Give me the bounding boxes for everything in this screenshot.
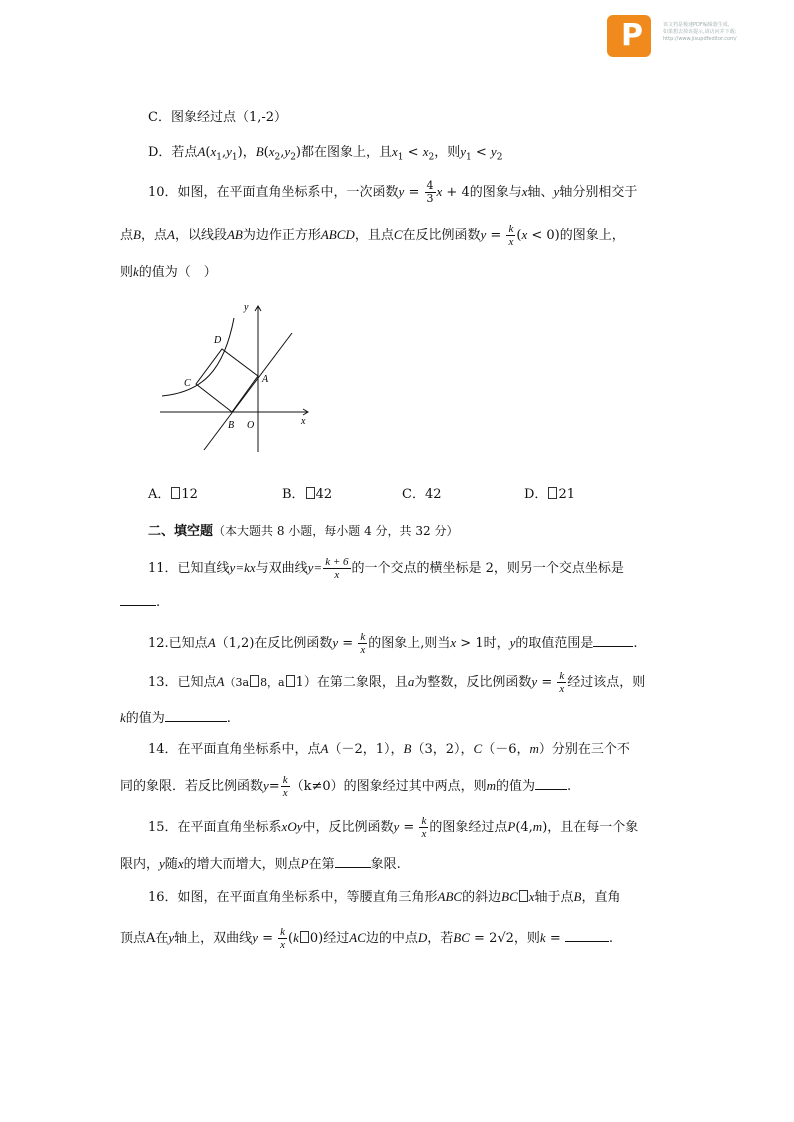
- pdf-editor-logo: [607, 15, 651, 57]
- label-d: D: [214, 335, 222, 346]
- watermark-text: 该文档是极速PDF编辑器生成, 如果想去掉该提示,请访问并下载: http://www.jisupdfeditor.com/: [663, 22, 737, 42]
- label-y: y: [244, 302, 249, 313]
- q10-option-a: A． 12: [148, 487, 198, 502]
- q10-figure: [158, 298, 318, 458]
- hyperbola-curve: [162, 318, 234, 396]
- q10-option-c: C．42: [402, 487, 442, 502]
- label-o: O: [247, 420, 255, 431]
- label-a: A: [262, 374, 269, 385]
- q13-line2: k的值为 .: [120, 710, 231, 726]
- question-12: 12.已知点A（1,2)在反比例函数y = $\frac{k}{x}$ 的图象上,则当x > 1时，y的取值范围是 .: [148, 631, 638, 656]
- question-11: 11．已知直线y=kx与双曲线y= $\frac{k + 6}{x}$ 的一个交点的横坐标是 2，则另一个交点坐标是: [148, 556, 624, 581]
- question-16: 16．如图，在平面直角坐标系中，等腰直角三角形ABC的斜边BC x轴于点B，直角: [148, 889, 621, 905]
- square-abcd: [196, 349, 258, 412]
- section-title: 二、填空题（本大题共 8 小题，每小题 4 分，共 32 分）: [148, 524, 459, 539]
- logo-letter: P: [621, 18, 643, 53]
- label-c: C: [184, 378, 191, 389]
- q10-line3: 则k的值为（ ）: [120, 264, 217, 280]
- q14-line2: 同的象限．若反比例函数y= $\frac{k}{x}$ （k≠0）的图象经过其中两点，则m的值为 .: [120, 774, 572, 799]
- question-14: 14．在平面直角坐标系中，点A（－2，1），B（3，2），C（－6，m）分别在三个不: [148, 741, 630, 757]
- question-13: 13．已知点A（3a 8，a 1）在第二象限，且a为整数，反比例函数y = $\frac{k}{x}$ 经过该点，则: [148, 670, 646, 695]
- q9-option-d: D．若点$A(x_1,y_1)$，$B(x_2,y_2)$都在图象上，且$x_1 < x_2$，则$y_1 < y_2$: [148, 144, 503, 163]
- q10-line1: 10．如图，在平面直角坐标系中，一次函数y = $\frac{4}{3}$ x + 4的图象与x轴、y轴分别相交于: [148, 179, 638, 205]
- question-15: 15．在平面直角坐标系xOy中，反比例函数y = $\frac{k}{x}$ 的图象经过点P(4,m)，且在每一个象: [148, 815, 639, 840]
- q10-line2: 点B，点A，以线段AB为边作正方形ABCD，且点C在反比例函数y = $\frac{k}{x}$ (x < 0)的图象上，: [120, 223, 625, 248]
- q9-option-c: C．图象经过点（1,-2）: [148, 110, 288, 125]
- q10-option-b: B． 42: [282, 487, 333, 502]
- linear-function-line: [204, 333, 292, 450]
- q15-line2: 限内，y随x的增大而增大，则点P在第 象限.: [120, 856, 401, 872]
- q16-line2: 顶点A在y轴上，双曲线y = $\frac{k}{x}$ (k 0)经过AC边的中点D，若BC = 2√2，则k = .: [120, 926, 614, 951]
- q11-answer-line: .: [120, 595, 160, 610]
- q10-option-d: D． 21: [524, 487, 575, 502]
- label-b: B: [228, 420, 235, 431]
- label-x: x: [301, 416, 306, 427]
